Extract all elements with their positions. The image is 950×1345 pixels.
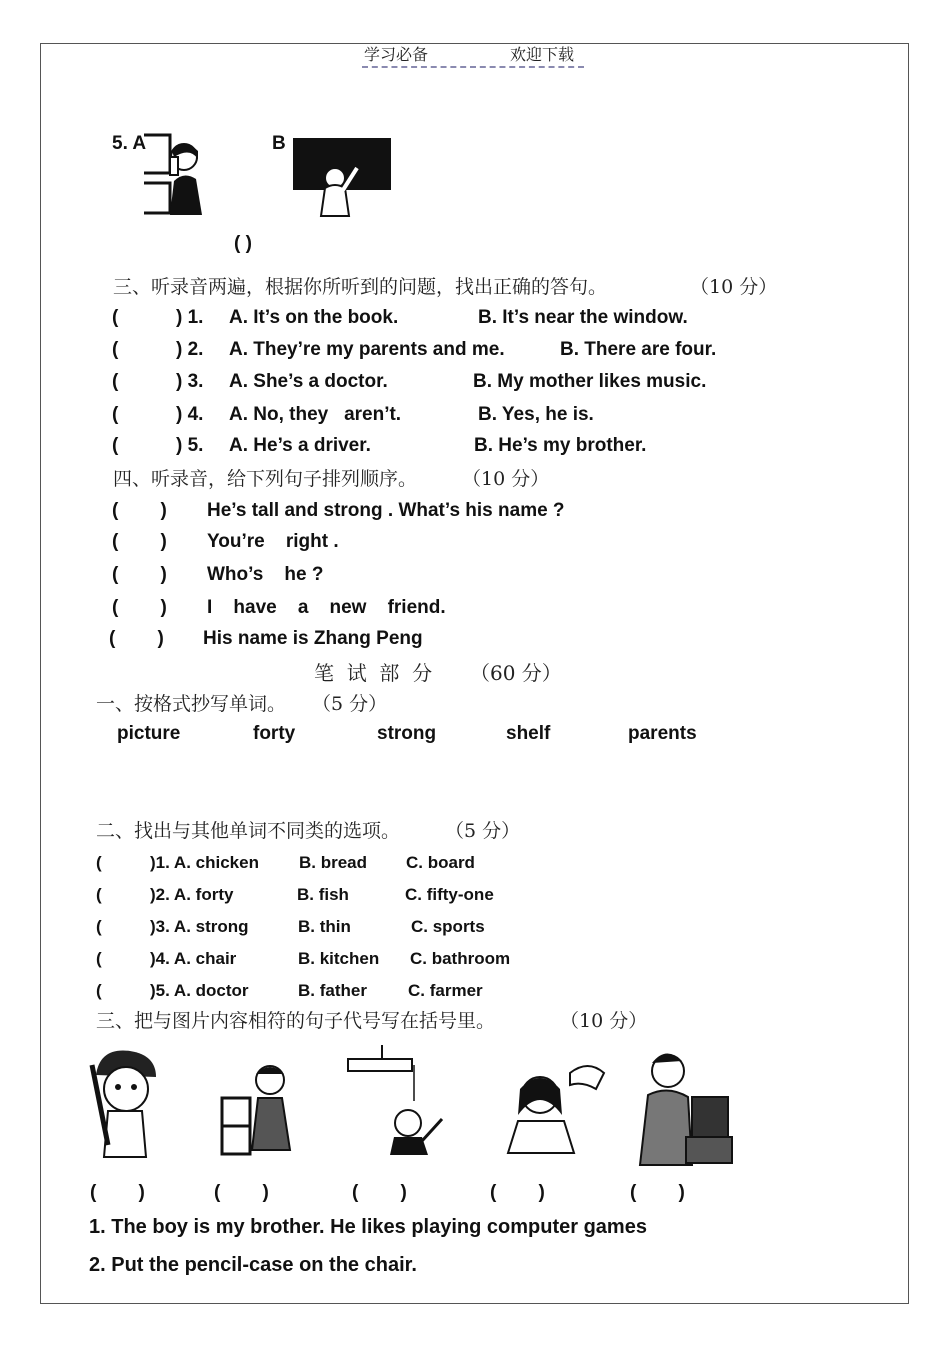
s3-option-b: B. He’s my brother. (474, 435, 647, 456)
section-3-title: 三、听录音两遍，根据你所听到的问题，找出正确的答句。 (113, 276, 608, 298)
s3-paren[interactable]: ( (112, 339, 119, 360)
s3-num: ) 1. (176, 307, 204, 328)
s4-sentence: His name is Zhang Peng (203, 628, 423, 649)
w3-paren[interactable]: ( ) (490, 1182, 545, 1203)
w1-word: picture (117, 723, 181, 744)
q5-label-b: B (272, 133, 286, 154)
w2-option-b: B. father (298, 981, 367, 1000)
w1-score: （5 分） (312, 693, 388, 715)
w3-paren[interactable]: ( ) (630, 1182, 685, 1203)
w3-title: 三、把与图片内容相符的句子代号写在括号里。 (96, 1010, 496, 1032)
s4-sentence: He’s tall and strong . What’s his name ? (207, 500, 565, 521)
picture-girl-with-chair (218, 1060, 300, 1160)
s4-paren[interactable]: ( ) (112, 597, 167, 618)
w2-title: 二、找出与其他单词不同类的选项。 (96, 820, 401, 842)
s3-num: ) 4. (176, 404, 204, 425)
section-4-title: 四、听录音，给下列句子排列顺序。 (113, 468, 418, 490)
picture-boy-computer (634, 1045, 734, 1167)
page-header (362, 42, 584, 68)
w2-option-a: )5. A. doctor (150, 981, 249, 1000)
w2-option-b: B. bread (299, 853, 368, 872)
s4-sentence: I have a new friend. (207, 597, 446, 618)
w1-word: shelf (506, 723, 551, 744)
w2-paren[interactable]: ( (96, 917, 102, 936)
s3-option-a: A. No, they aren’t. (229, 404, 402, 425)
s3-paren[interactable]: ( (112, 404, 119, 425)
s3-option-a: A. They’re my parents and me. (229, 339, 505, 360)
s4-sentence: You’re right . (207, 531, 339, 552)
s4-paren[interactable]: ( ) (109, 628, 164, 649)
header-left: 学习必备 (364, 45, 429, 64)
q5-label-a: 5. A (112, 133, 147, 154)
w2-option-a: )1. A. chicken (150, 853, 259, 872)
section-4-score: （10 分） (462, 468, 550, 490)
picture-person-blackboard (293, 138, 393, 218)
s3-num: ) 2. (176, 339, 204, 360)
header-right: 欢迎下载 (510, 45, 575, 64)
s4-paren[interactable]: ( ) (112, 500, 167, 521)
s3-option-b: B. It’s near the window. (478, 307, 688, 328)
w3-sentence: 2. Put the pencil-case on the chair. (89, 1254, 417, 1276)
w2-option-b: B. fish (297, 885, 349, 904)
w2-option-c: C. sports (411, 917, 485, 936)
s3-option-b: B. There are four. (560, 339, 717, 360)
w2-option-c: C. fifty-one (405, 885, 494, 904)
w3-sentence: 1. The boy is my brother. He likes playing computer games (89, 1216, 647, 1238)
picture-boy-with-bat (86, 1045, 166, 1163)
w3-paren[interactable]: ( ) (214, 1182, 269, 1203)
s3-num: ) 3. (176, 371, 204, 392)
s3-option-b: B. My mother likes music. (473, 371, 707, 392)
w2-paren[interactable]: ( (96, 981, 102, 1000)
w2-option-a: )3. A. strong (150, 917, 249, 936)
w1-word: strong (377, 723, 437, 744)
w3-score: （10 分） (560, 1010, 648, 1032)
s3-option-b: B. Yes, he is. (478, 404, 594, 425)
s4-sentence: Who’s he ? (207, 564, 324, 585)
s3-option-a: A. It’s on the book. (229, 307, 399, 328)
w2-option-b: B. kitchen (298, 949, 380, 968)
s4-paren[interactable]: ( ) (112, 531, 167, 552)
w2-option-c: C. farmer (408, 981, 483, 1000)
w2-option-a: )2. A. forty (150, 885, 234, 904)
q5-answer-paren[interactable]: ( ) (234, 233, 252, 254)
s3-paren[interactable]: ( (112, 435, 119, 456)
w1-title: 一、按格式抄写单词。 (96, 693, 287, 715)
written-part-score: （60 分） (470, 661, 562, 685)
picture-girl-listening-music (498, 1055, 608, 1155)
w1-word: parents (628, 723, 697, 744)
s3-paren[interactable]: ( (112, 371, 119, 392)
w3-paren[interactable]: ( ) (90, 1182, 145, 1203)
s3-option-a: A. He’s a driver. (229, 435, 371, 456)
w1-word: forty (253, 723, 296, 744)
w2-option-b: B. thin (298, 917, 351, 936)
w2-option-a: )4. A. chair (150, 949, 237, 968)
w2-paren[interactable]: ( (96, 949, 102, 968)
w2-paren[interactable]: ( (96, 853, 102, 872)
section-3-score: （10 分） (690, 276, 778, 298)
w2-option-c: C. bathroom (410, 949, 511, 968)
picture-boy-with-light (342, 1045, 452, 1160)
w2-score: （5 分） (445, 820, 521, 842)
w2-paren[interactable]: ( (96, 885, 102, 904)
w3-paren[interactable]: ( ) (352, 1182, 407, 1203)
s3-num: ) 5. (176, 435, 204, 456)
picture-person-phone (140, 133, 208, 217)
w2-option-c: C. board (406, 853, 475, 872)
s3-option-a: A. She’s a doctor. (229, 371, 388, 392)
written-part-title: 笔 试 部 分 (314, 661, 433, 685)
s4-paren[interactable]: ( ) (112, 564, 167, 585)
s3-paren[interactable]: ( (112, 307, 119, 328)
